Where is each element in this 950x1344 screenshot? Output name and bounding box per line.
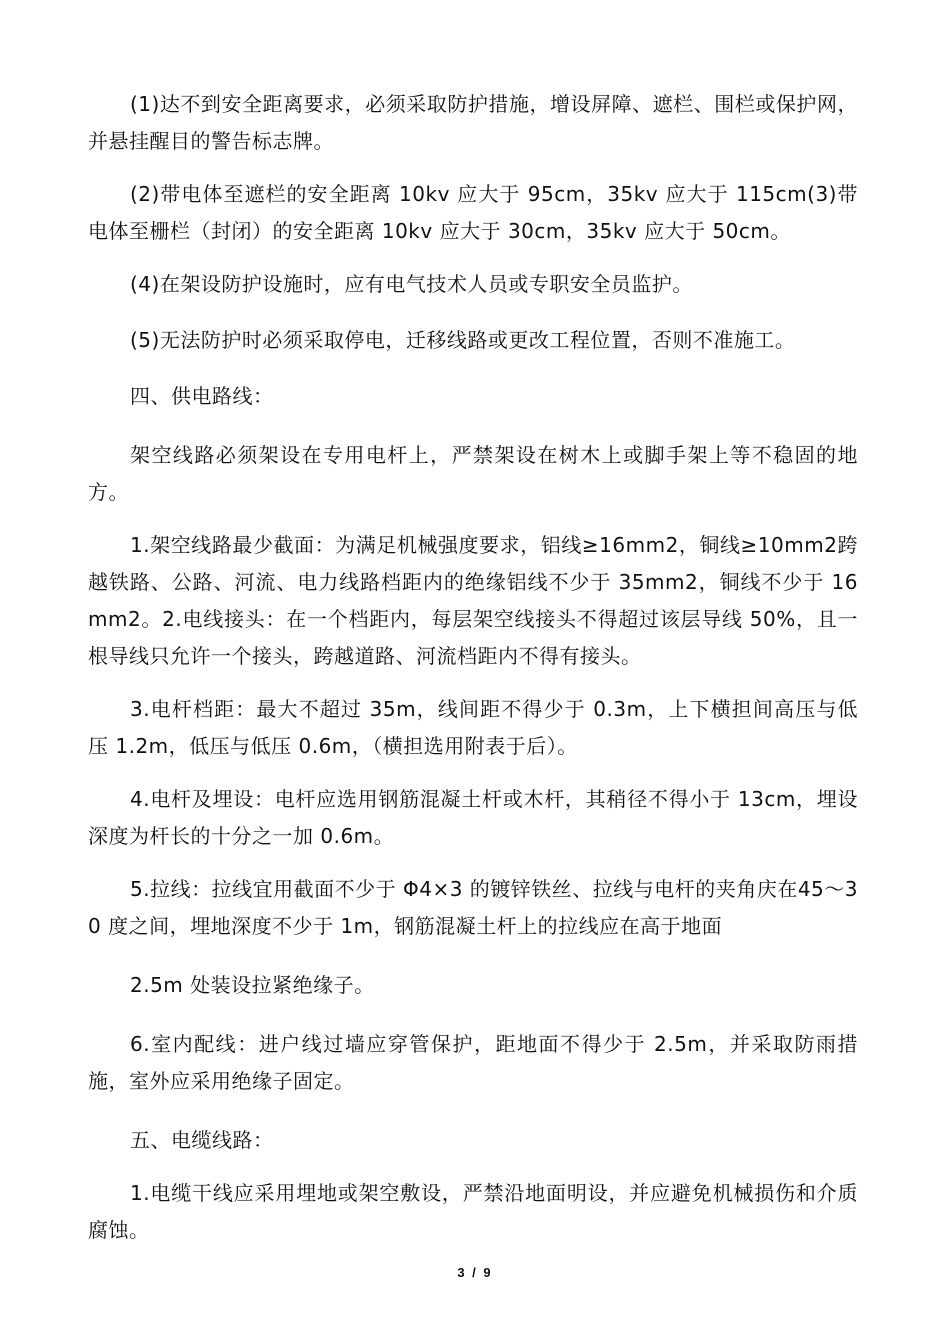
paragraph-indoor-wiring: 6.室内配线：进户线过墙应穿管保护，距地面不得少于 2.5m，并采取防雨措施，室外应采用绝缘子固定。: [88, 1032, 858, 1093]
paragraph-cross-section-and-joints: 1.架空线路最少截面：为满足机械强度要求，铝线≥16mm2，铜线≥10mm2跨越铁路、公路、河流、电力线路档距内的绝缘铝线不少于 35mm2，铜线不少于 16mm2。2.电线接头：在一个档距内，每层架空线接头不得超过该层导线 50%，且一根导线只允许一个接头，跨越道路、河流档距内不得有接头。: [88, 533, 858, 668]
section-heading-power-lines: 四、供电路线：: [130, 384, 274, 408]
paragraph-overhead-line-poles: 架空线路必须架设在专用电杆上，严禁架设在树木上或脚手架上等不稳固的地方。: [88, 443, 858, 504]
page-number: 3 / 9: [457, 1265, 493, 1280]
document-body: [88, 86, 858, 1249]
paragraph-power-off: (5)无法防护时必须采取停电，迁移线路或更改工程位置，否则不准施工。: [130, 328, 796, 352]
paragraph-pole-burial: 4.电杆及埋设：电杆应选用钢筋混凝土杆或木杆，其稍径不得小于 13cm，埋设深度为杆长的十分之一加 0.6m。: [88, 787, 858, 848]
paragraph-stay-insulator: 2.5m 处装设拉紧绝缘子。: [130, 973, 375, 997]
paragraph-pole-span: 3.电杆档距：最大不超过 35m，线间距不得少于 0.3m，上下横担间高压与低压 1.2m，低压与低压 0.6m，（横担选用附表于后）。: [88, 697, 858, 758]
paragraph-safety-measure-1: (1)达不到安全距离要求，必须采取防护措施，增设屏障、遮栏、围栏或保护网，并悬挂醒目的警告标志牌。: [88, 92, 858, 153]
paragraph-stay-wire: 5.拉线：拉线宜用截面不少于 Φ4×3 的镀锌铁丝、拉线与电杆的夹角庆在45～30 度之间，埋地深度不少于 1m，钢筋混凝土杆上的拉线应在高于地面: [88, 877, 858, 938]
paragraph-supervision: (4)在架设防护设施时，应有电气技术人员或专职安全员监护。: [130, 272, 693, 296]
section-heading-cable-lines: 五、电缆线路：: [130, 1128, 274, 1152]
paragraph-safety-distance: (2)带电体至遮栏的安全距离 10kv 应大于 95cm，35kv 应大于 115cm(3)带电体至栅栏（封闭）的安全距离 10kv 应大于 30cm，35kv 应大于 50cm。: [88, 182, 858, 243]
paragraph-cable-laying: 1.电缆干线应采用埋地或架空敷设，严禁沿地面明设，并应避免机械损伤和介质腐蚀。: [88, 1181, 858, 1242]
